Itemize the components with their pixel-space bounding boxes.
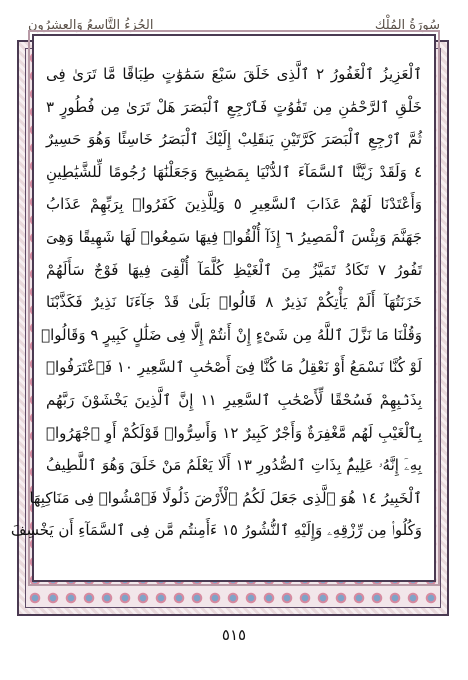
- page-number: ٥١٥: [221, 626, 247, 644]
- text-line: تَفُورُ ٧ تَكَادُ تَمَيَّزُ مِنَ ٱلْغَيْظِ كُلَّمَآ أُلْقِىَ فِيهَا فَوْجٌ سَأَلَهُمْ: [46, 260, 422, 279]
- text-line: خَلْقِ ٱلرَّحْمَٰنِ مِن تَفَٰوُتٍ فَٱرْجِعِ ٱلْبَصَرَ هَلْ تَرَىٰ مِن فُطُورٍ ٣: [46, 97, 422, 116]
- text-line: ثُمَّ ٱرْجِعِ ٱلْبَصَرَ كَرَّتَيْنِ يَنقَلِبْ إِلَيْكَ ٱلْبَصَرُ خَاسِئًا وَهُوَ حَسِيرٌ: [46, 130, 422, 149]
- text-line: ٤ وَلَقَدْ زَيَّنَّا ٱلسَّمَآءَ ٱلدُّنْيَا بِمَصَٰبِيحَ وَجَعَلْنَٰهَا رُجُومًا لِّلشَّيَٰطِينِ: [46, 162, 422, 181]
- text-line: بِهِۦٓ إِنَّهُۥ عَلِيمٌۢ بِذَاتِ ٱلصُّدُورِ ١٣ أَلَا يَعْلَمُ مَنْ خَلَقَ وَهُوَ ٱللَّطِيفُ: [46, 456, 422, 475]
- text-line: وَقُلْنَا مَا نَزَّلَ ٱللَّهُ مِن شَىْءٍ إِنْ أَنتُمْ إِلَّا فِى ضَلَٰلٍ كَبِيرٍ ٩ وَقَالُوا۟: [41, 325, 422, 344]
- text-line: وَكُلُوا۟ مِن رِّزْقِهِۦ وَإِلَيْهِ ٱلنُّشُورُ ١٥ ءَأَمِنتُم مَّن فِى ٱلسَّمَآءِ أَن يَخْسِفَ: [10, 521, 422, 540]
- text-panel: [10, 34, 436, 582]
- text-line: ٱلْخَبِيرُ ١٤ هُوَ ٱلَّذِى جَعَلَ لَكُمُ ٱلْأَرْضَ ذَلُولًا فَٱمْشُوا۟ فِى مَنَاكِبِهَا: [29, 488, 422, 507]
- juz-title: الجُزءُ التَّاسِعُ وَالعِشرُون: [28, 18, 154, 33]
- text-line: بِذَنۢبِهِمْ فَسُحْقًا لِّأَصْحَٰبِ ٱلسَّعِيرِ ١١ إِنَّ ٱلَّذِينَ يَخْشَوْنَ رَبَّهُم: [46, 390, 422, 409]
- text-line: بِٱلْغَيْبِ لَهُم مَّغْفِرَةٌ وَأَجْرٌ كَبِيرٌ ١٢ وَأَسِرُّوا۟ قَوْلَكُمْ أَوِ ٱجْهَرُوا۟: [46, 423, 422, 442]
- text-line: لَوْ كُنَّا نَسْمَعُ أَوْ نَعْقِلُ مَا كُنَّا فِىٓ أَصْحَٰبِ ٱلسَّعِيرِ ١٠ فَٱعْتَرَفُوا۟: [46, 358, 422, 377]
- text-line: وَأَعْتَدْنَا لَهُمْ عَذَابَ ٱلسَّعِيرِ ٥ وَلِلَّذِينَ كَفَرُوا۟ بِرَبِّهِمْ عَذَابُ: [46, 195, 422, 214]
- text-line: جَهَنَّمَ وَبِئْسَ ٱلْمَصِيرُ ٦ إِذَآ أُلْقُوا۟ فِيهَا سَمِعُوا۟ لَهَا شَهِيقًا وَهِىَ: [46, 227, 422, 246]
- surah-title: سُورَةُ المُلْك: [374, 18, 440, 33]
- text-line: ٱلْعَزِيزُ ٱلْغَفُورُ ٢ ٱلَّذِى خَلَقَ سَبْعَ سَمَٰوَٰتٍ طِبَاقًا مَّا تَرَىٰ فِى: [46, 65, 422, 83]
- text-line: خَزَنَتُهَآ أَلَمْ يَأْتِكُمْ نَذِيرٌ ٨ قَالُوا۟ بَلَىٰ قَدْ جَآءَنَا نَذِيرٌ فَكَذَّبْنَا: [46, 293, 423, 312]
- quran-text: [10, 58, 423, 547]
